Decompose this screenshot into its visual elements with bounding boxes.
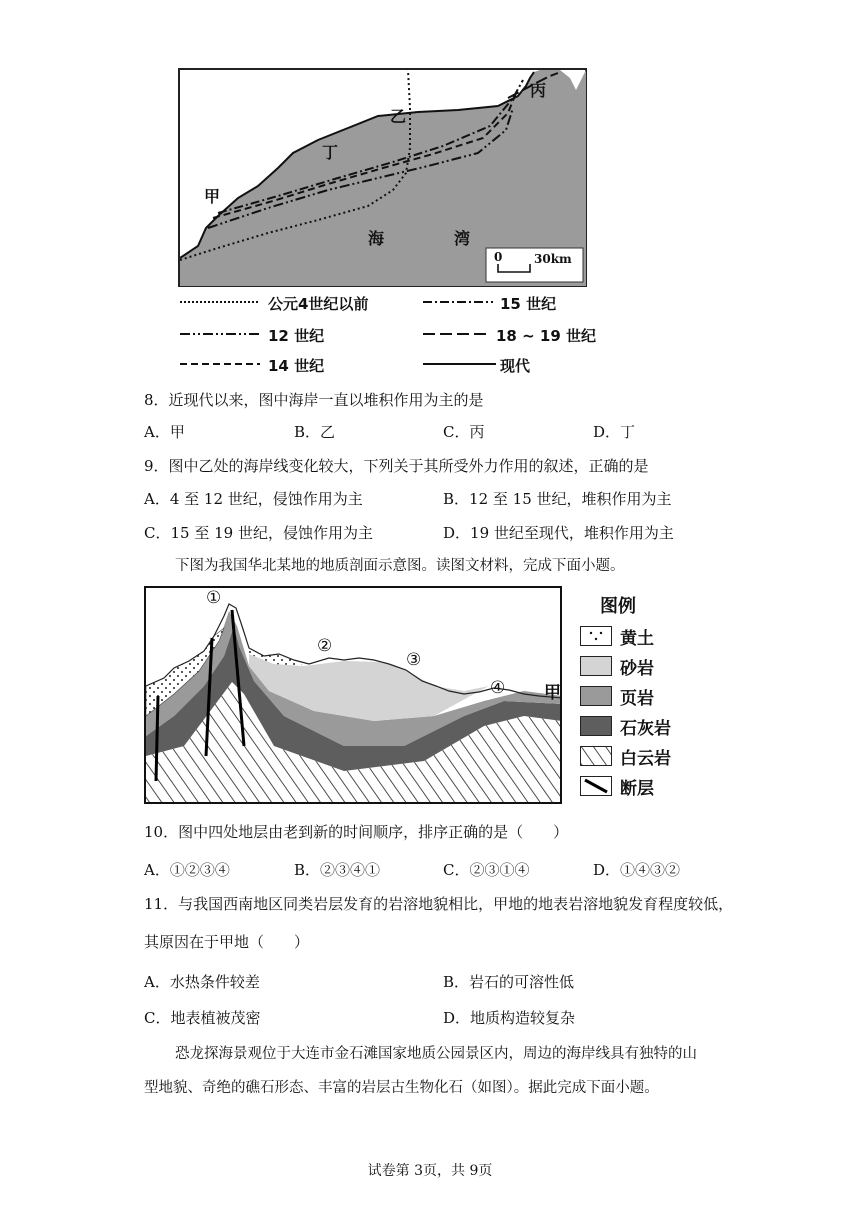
q10-option-b[interactable]: B．②③④① xyxy=(294,861,381,879)
geo-point-1: ① xyxy=(206,588,222,608)
geologic-section-figure xyxy=(144,586,564,806)
legend-label-fault: 断层 xyxy=(620,779,654,799)
map-label-hai: 海 xyxy=(368,229,385,248)
legend-swatch-sandstone xyxy=(580,656,612,676)
map-label-wan: 湾 xyxy=(454,229,471,248)
q11-option-c[interactable]: C．地表植被茂密 xyxy=(144,1009,261,1027)
intro-dinosaur-coast-line1: 恐龙探海景观位于大连市金石滩国家地质公园景区内，周边的海岸线具有独特的山 xyxy=(175,1046,697,1062)
legend-swatch-fault xyxy=(580,776,612,796)
q8-option-d[interactable]: D．丁 xyxy=(593,423,636,441)
legend-label-14th: 14 世纪 xyxy=(268,357,325,375)
question-11-stem-line1: 11．与我国西南地区同类岩层发育的岩溶地貌相比，甲地的地表岩溶地貌发育程度较低， xyxy=(144,895,734,913)
legend-swatch-dolomite xyxy=(580,746,612,766)
legend-label-4th: 公元4世纪以前 xyxy=(268,295,369,313)
geo-legend-title: 图例 xyxy=(600,596,636,617)
scale-distance: 30km xyxy=(534,252,572,266)
legend-label-15th: 15 世纪 xyxy=(500,295,557,313)
coastline-map-figure xyxy=(178,68,588,288)
question-11-stem-line2: 其原因在于甲地（ ） xyxy=(144,933,310,951)
coastline-map xyxy=(178,68,588,288)
q9-option-b[interactable]: B．12 至 15 世纪，堆积作用为主 xyxy=(443,490,672,508)
legend-label-loess: 黄土 xyxy=(620,629,654,649)
q9-option-a[interactable]: A．4 至 12 世纪，侵蚀作用为主 xyxy=(144,490,363,508)
q10-option-a[interactable]: A．①②③④ xyxy=(144,861,230,879)
legend-label-18-19th: 18 ~ 19 世纪 xyxy=(496,327,596,345)
geo-point-3: ③ xyxy=(406,650,422,670)
question-9-stem: 9．图中乙处的海岸线变化较大，下列关于其所受外力作用的叙述，正确的是 xyxy=(144,457,649,475)
legend-swatch-loess xyxy=(580,626,612,646)
legend-label-sandstone: 砂岩 xyxy=(620,659,654,679)
legend-label-modern: 现代 xyxy=(500,357,531,375)
q10-option-c[interactable]: C．②③①④ xyxy=(443,861,530,879)
map-label-jia: 甲 xyxy=(204,187,221,206)
scale-zero: 0 xyxy=(494,250,503,264)
q11-option-b[interactable]: B．岩石的可溶性低 xyxy=(443,973,575,991)
geologic-legend xyxy=(578,586,718,806)
q9-option-d[interactable]: D．19 世纪至现代，堆积作用为主 xyxy=(443,524,674,542)
geo-point-2: ② xyxy=(317,636,333,656)
fault-line-3 xyxy=(156,696,158,781)
legend-label-limestone: 石灰岩 xyxy=(620,719,671,739)
map-label-yi: 乙 xyxy=(390,107,407,126)
question-8-stem: 8．近现代以来，图中海岸一直以堆积作用为主的是 xyxy=(144,391,484,409)
q8-option-a[interactable]: A．甲 xyxy=(144,423,185,441)
question-10-stem: 10．图中四处地层由老到新的时间顺序，排序正确的是（ ） xyxy=(144,823,569,841)
coastline-legend xyxy=(178,290,598,378)
page-footer: 试卷第 3页，共 9页 xyxy=(367,1163,493,1179)
legend-swatch-shale xyxy=(580,686,612,706)
legend-label-dolomite: 白云岩 xyxy=(620,749,671,769)
q9-option-c[interactable]: C．15 至 19 世纪，侵蚀作用为主 xyxy=(144,524,373,542)
q10-option-d[interactable]: D．①④③② xyxy=(593,861,681,879)
geo-label-jia: 甲 xyxy=(544,683,561,703)
map-label-bing: 丙 xyxy=(530,81,547,100)
legend-label-12th: 12 世纪 xyxy=(268,327,325,345)
q11-option-d[interactable]: D．地质构造较复杂 xyxy=(443,1009,576,1027)
intro-dinosaur-coast-line2: 型地貌、奇绝的礁石形态、丰富的岩层古生物化石（如图）。据此完成下面小题。 xyxy=(144,1080,659,1096)
legend-swatch-limestone xyxy=(580,716,612,736)
q11-option-a[interactable]: A．水热条件较差 xyxy=(144,973,260,991)
q8-option-c[interactable]: C．丙 xyxy=(443,423,485,441)
map-label-ding: 丁 xyxy=(322,143,339,162)
q8-option-b[interactable]: B．乙 xyxy=(294,423,336,441)
legend-label-shale: 页岩 xyxy=(620,689,654,709)
geo-point-4: ④ xyxy=(490,678,506,698)
intro-geologic-section: 下图为我国华北某地的地质剖面示意图。读图文材料，完成下面小题。 xyxy=(175,558,625,574)
